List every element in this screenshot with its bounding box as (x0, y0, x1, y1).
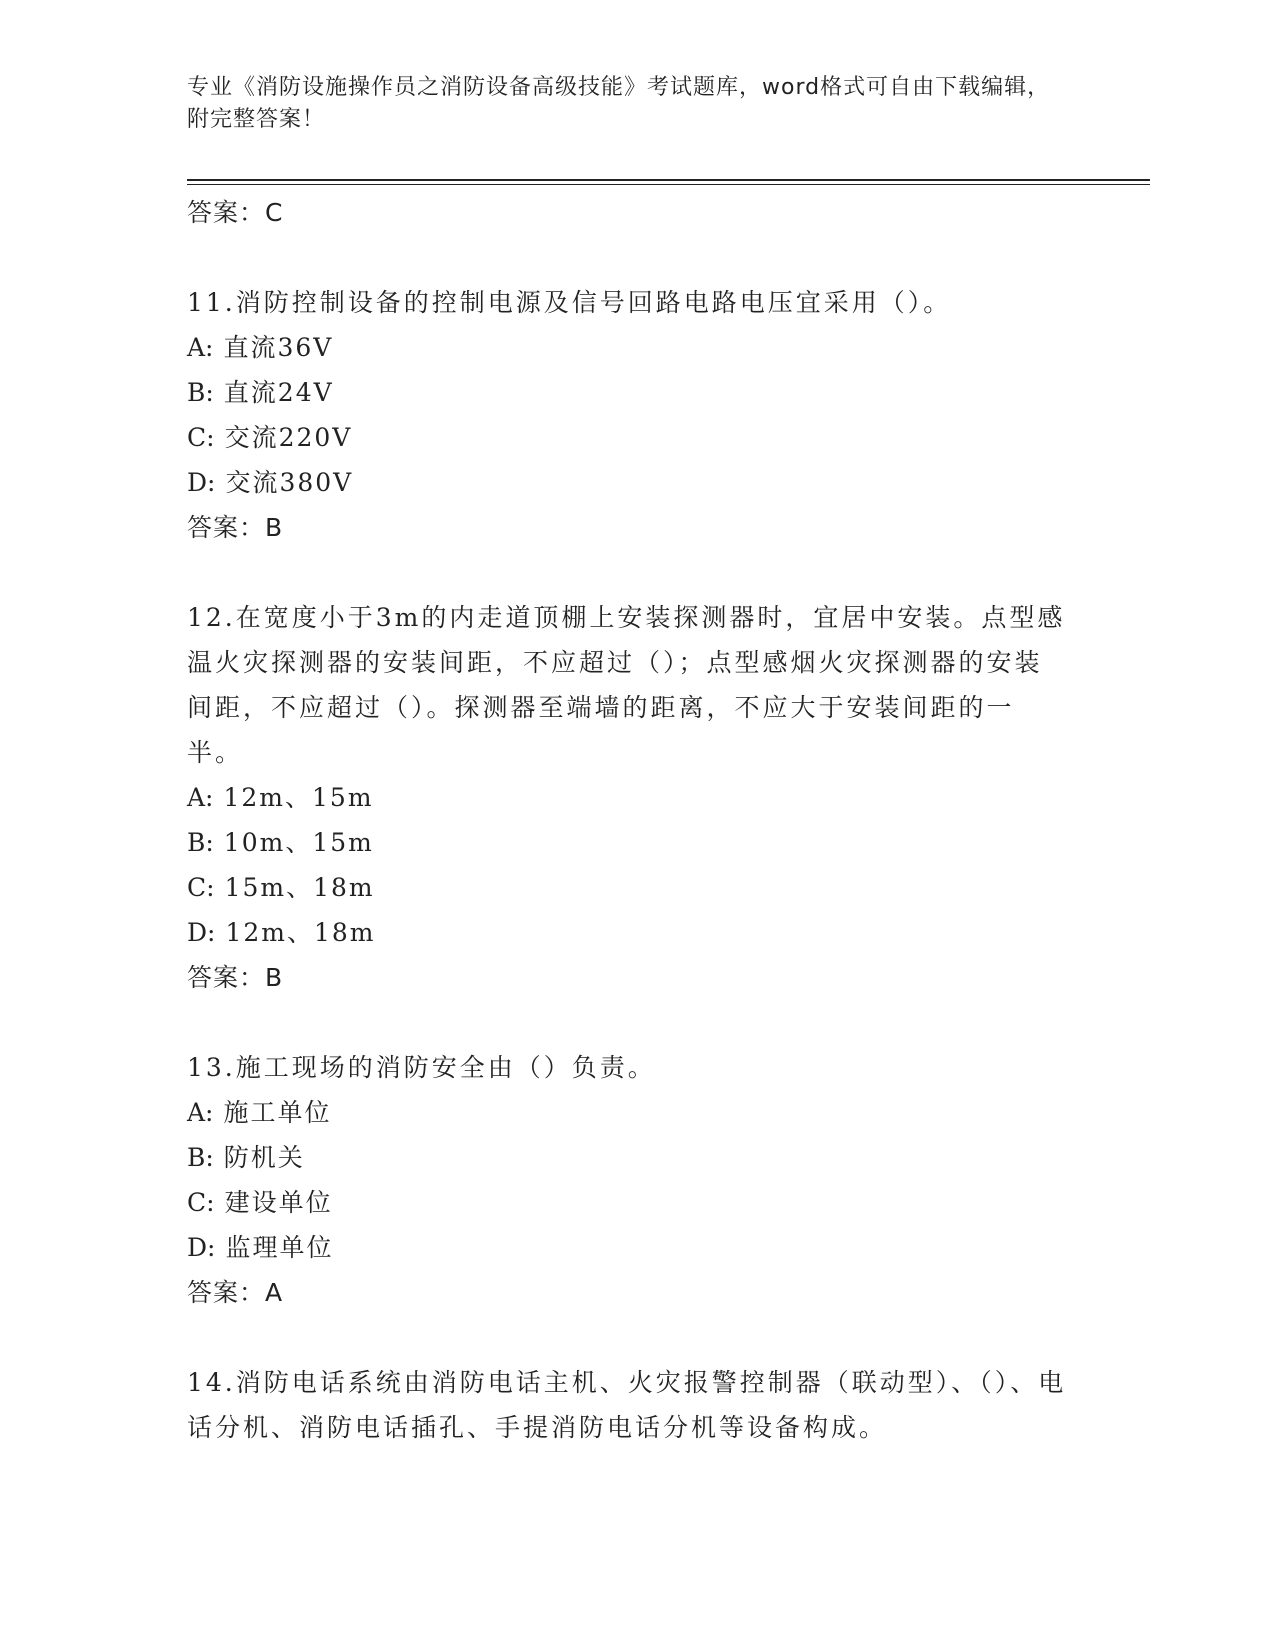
option-c (187, 865, 1067, 910)
option-b (187, 370, 1067, 415)
spacer (187, 1315, 1067, 1360)
option-key: B: (187, 1143, 214, 1172)
question-block (187, 1360, 1067, 1450)
question-list (187, 190, 1067, 1450)
option-key: C: (187, 873, 215, 902)
option-text: 直流24V (223, 378, 334, 407)
option-d (187, 910, 1067, 955)
option-key: D: (187, 468, 216, 497)
spacer (187, 235, 1067, 280)
option-b (187, 1135, 1067, 1180)
option-text: 施工单位 (223, 1098, 332, 1127)
document-header: 专业《消防设施操作员之消防设备高级技能》考试题库，word格式可自由下载编辑，附完整答案！ (187, 75, 1051, 132)
option-a (187, 325, 1067, 370)
option-d (187, 1225, 1067, 1270)
question-block (187, 595, 1067, 1000)
option-key: A: (187, 1098, 214, 1127)
option-text: 监理单位 (225, 1233, 334, 1262)
option-key: C: (187, 1188, 215, 1217)
header-divider-thin (187, 184, 1150, 185)
option-text: 10m、15m (223, 828, 374, 857)
header-divider-thick (187, 179, 1150, 181)
option-text: 交流380V (225, 468, 354, 497)
option-key: B: (187, 378, 214, 407)
option-text: 直流36V (223, 333, 334, 362)
option-text: 交流220V (224, 423, 353, 452)
option-d (187, 460, 1067, 505)
option-c (187, 415, 1067, 460)
option-key: B: (187, 828, 214, 857)
option-b (187, 820, 1067, 865)
question-block (187, 280, 1067, 550)
question-stem: 13.施工现场的消防安全由（）负责。 (187, 1053, 656, 1082)
option-key: D: (187, 918, 216, 947)
option-text: 防机关 (223, 1143, 305, 1172)
option-key: C: (187, 423, 215, 452)
question-stem: 14.消防电话系统由消防电话主机、火灾报警控制器（联动型）、（）、电话分机、消防电话插孔、手提消防电话分机等设备构成。 (187, 1368, 1067, 1442)
answer-line: 答案：A (187, 1278, 284, 1307)
answer-line: 答案：B (187, 963, 284, 992)
question-stem: 12.在宽度小于3m的内走道顶棚上安装探测器时，宜居中安装。点型感温火灾探测器的安装间距，不应超过（）；点型感烟火灾探测器的安装间距，不应超过（）。探测器至端墙的距离，不应大于安装间距的一半。 (187, 603, 1066, 767)
option-c (187, 1180, 1067, 1225)
option-a (187, 775, 1067, 820)
option-a (187, 1090, 1067, 1135)
answer-line: 答案：C (187, 198, 284, 227)
option-key: D: (187, 1233, 216, 1262)
question-block (187, 1045, 1067, 1315)
question-stem: 11.消防控制设备的控制电源及信号回路电路电压宜采用（）。 (187, 288, 952, 317)
spacer (187, 1000, 1067, 1045)
option-key: A: (187, 333, 214, 362)
option-text: 12m、15m (223, 783, 374, 812)
option-text: 建设单位 (224, 1188, 333, 1217)
option-text: 12m、18m (225, 918, 376, 947)
option-text: 15m、18m (224, 873, 375, 902)
spacer (187, 550, 1067, 595)
answer-line: 答案：B (187, 513, 284, 542)
option-key: A: (187, 783, 214, 812)
